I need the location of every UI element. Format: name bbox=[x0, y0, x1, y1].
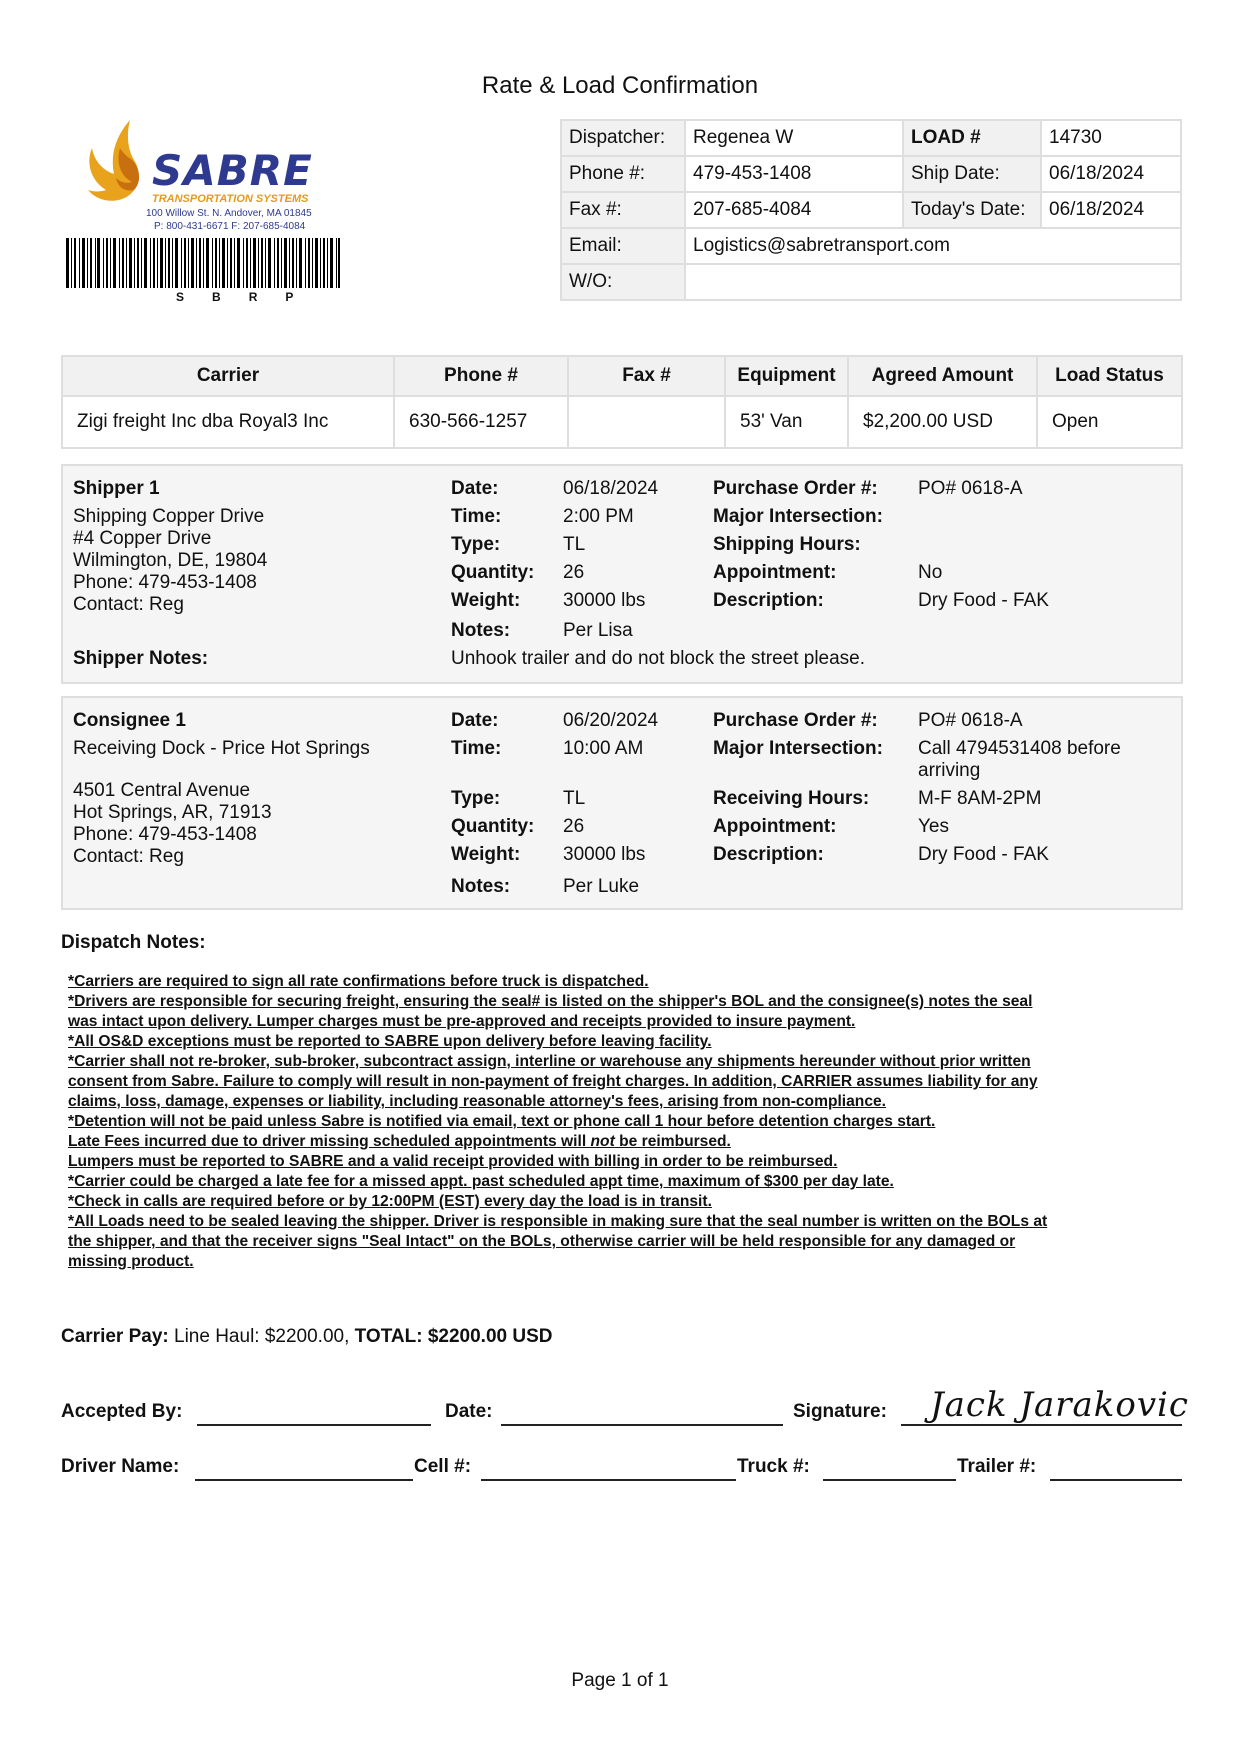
shipper-notes: Unhook trailer and do not block the street please. bbox=[451, 648, 866, 669]
header-info-table bbox=[560, 119, 1182, 301]
phoenix-logo-icon bbox=[80, 118, 150, 204]
date-label: Date: bbox=[445, 1401, 493, 1422]
dispatch-note-line: claims, loss, damage, expenses or liability, including reasonable attorney's fees, arising from non-compliance. bbox=[68, 1093, 887, 1110]
dispatch-note-line: consent from Sabre. Failure to comply will result in non-payment of freight charges. In addition, CARRIER assumes liability for any bbox=[68, 1073, 1038, 1090]
load-value: 14730 bbox=[1041, 120, 1181, 156]
shipper-weight-label: Weight: bbox=[451, 590, 521, 611]
carrier-status: Open bbox=[1037, 396, 1182, 448]
barcode-text: S B R P bbox=[176, 290, 294, 304]
shipper-contact: Contact: Reg bbox=[73, 594, 184, 615]
consignee-notes-label: Notes: bbox=[451, 876, 511, 897]
wo-label: W/O: bbox=[561, 264, 685, 300]
trailer-label: Trailer #: bbox=[957, 1456, 1037, 1477]
shipper-address1: #4 Copper Drive bbox=[73, 528, 212, 549]
consignee-type-label: Type: bbox=[451, 788, 501, 809]
load-label: LOAD # bbox=[903, 120, 1041, 156]
shipper-address2: Wilmington, DE, 19804 bbox=[73, 550, 268, 571]
consignee-desc: Dry Food - FAK bbox=[918, 844, 1049, 865]
shipper-desc-label: Description: bbox=[713, 590, 824, 611]
date-field[interactable] bbox=[501, 1424, 783, 1426]
dispatch-note-line: was intact upon delivery. Lumper charges must be pre-approved and receipts provided to insure payment. bbox=[68, 1013, 856, 1030]
table-row bbox=[62, 396, 1182, 448]
dispatch-note-line: missing product. bbox=[68, 1253, 194, 1270]
shipper-name: Shipping Copper Drive bbox=[73, 506, 265, 527]
carrier-phone: 630-566-1257 bbox=[394, 396, 568, 448]
signature-label: Signature: bbox=[793, 1401, 887, 1422]
shipper-date-label: Date: bbox=[451, 478, 499, 499]
shipper-notes-field-label: Notes: bbox=[451, 620, 511, 641]
consignee-appt: Yes bbox=[918, 816, 949, 837]
shipper-po: PO# 0618-A bbox=[918, 478, 1023, 499]
consignee-time: 10:00 AM bbox=[563, 738, 644, 759]
dispatch-notes bbox=[68, 972, 1168, 1272]
dispatch-note-line: *Check in calls are required before or by 12:00PM (EST) every day the load is in transit. bbox=[68, 1193, 712, 1210]
dispatch-note-line: *All OS&D exceptions must be reported to SABRE upon delivery before leaving facility. bbox=[68, 1033, 712, 1050]
fax-value: 207-685-4084 bbox=[685, 192, 903, 228]
carrier-equipment: 53' Van bbox=[725, 396, 848, 448]
document-title: Rate & Load Confirmation bbox=[481, 72, 759, 99]
dispatch-note-line: *Drivers are responsible for securing freight, ensuring the seal# is listed on the shipper's BOL and the consignee(s) notes the seal bbox=[68, 993, 1033, 1010]
shipper-qty-label: Quantity: bbox=[451, 562, 535, 583]
agreed-amount-header: Agreed Amount bbox=[848, 356, 1037, 396]
shipper-type-label: Type: bbox=[451, 534, 501, 555]
shipper-block bbox=[61, 464, 1183, 684]
carrier-table bbox=[61, 355, 1183, 449]
accepted-by-field[interactable] bbox=[197, 1424, 431, 1426]
shipper-po-label: Purchase Order #: bbox=[713, 478, 878, 499]
barcode-icon bbox=[66, 238, 340, 288]
fax-label: Fax #: bbox=[561, 192, 685, 228]
consignee-name: Receiving Dock - Price Hot Springs bbox=[73, 738, 370, 759]
email-label: Email: bbox=[561, 228, 685, 264]
consignee-weight: 30000 lbs bbox=[563, 844, 646, 865]
driver-name-label: Driver Name: bbox=[61, 1456, 180, 1477]
consignee-hours: M-F 8AM-2PM bbox=[918, 788, 1042, 809]
dispatch-note-line: *Carrier could be charged a late fee for a missed appt. past scheduled appt time, maximum of $300 per day late. bbox=[68, 1173, 894, 1190]
dispatch-note-line: *Carrier shall not re-broker, sub-broker, subcontract assign, interline or warehouse any shipments hereunder without prior written bbox=[68, 1053, 1031, 1070]
consignee-heading: Consignee 1 bbox=[73, 710, 186, 731]
load-status-header: Load Status bbox=[1037, 356, 1182, 396]
consignee-contact: Contact: Reg bbox=[73, 846, 184, 867]
consignee-intersection-label: Major Intersection: bbox=[713, 738, 883, 759]
consignee-appt-label: Appointment: bbox=[713, 816, 837, 837]
phone-header: Phone # bbox=[394, 356, 568, 396]
carrier-header: Carrier bbox=[62, 356, 394, 396]
dispatcher-value: Regenea W bbox=[685, 120, 903, 156]
dispatch-note-line: *Detention will not be paid unless Sabre is notified via email, text or phone call 1 hour before detention charges start. bbox=[68, 1113, 936, 1130]
driver-name-field[interactable] bbox=[195, 1479, 413, 1481]
shipper-type: TL bbox=[563, 534, 586, 555]
carrier-amount: $2,200.00 USD bbox=[848, 396, 1037, 448]
wo-value bbox=[685, 264, 1181, 300]
page-number: Page 1 of 1 bbox=[571, 1670, 669, 1691]
consignee-date: 06/20/2024 bbox=[563, 710, 659, 731]
shipper-appt-label: Appointment: bbox=[713, 562, 837, 583]
consignee-block bbox=[61, 696, 1183, 910]
shipper-intersection-label: Major Intersection: bbox=[713, 506, 883, 527]
consignee-address1: 4501 Central Avenue bbox=[73, 780, 251, 801]
consignee-weight-label: Weight: bbox=[451, 844, 521, 865]
phone-label: Phone #: bbox=[561, 156, 685, 192]
truck-label: Truck #: bbox=[737, 1456, 810, 1477]
cell-label: Cell #: bbox=[414, 1456, 472, 1477]
consignee-desc-label: Description: bbox=[713, 844, 824, 865]
signature: Jack Jarakovic bbox=[930, 1385, 1189, 1425]
cell-field[interactable] bbox=[481, 1479, 736, 1481]
shipper-time-label: Time: bbox=[451, 506, 502, 527]
accepted-by-label: Accepted By: bbox=[61, 1401, 183, 1422]
carrier-pay: Carrier Pay: Line Haul: $2200.00, TOTAL: $2200.00 USD bbox=[61, 1326, 553, 1347]
dispatch-note-line: *Carriers are required to sign all rate confirmations before truck is dispatched. bbox=[68, 973, 649, 990]
shipper-qty: 26 bbox=[563, 562, 585, 583]
email-value: Logistics@sabretransport.com bbox=[685, 228, 1181, 264]
today-date-label: Today's Date: bbox=[903, 192, 1041, 228]
consignee-qty: 26 bbox=[563, 816, 585, 837]
consignee-po-label: Purchase Order #: bbox=[713, 710, 878, 731]
consignee-hours-label: Receiving Hours: bbox=[713, 788, 870, 809]
dispatch-note-line: the shipper, and that the receiver signs "Seal Intact" on the BOLs, otherwise carrier will be held responsible for any damaged or bbox=[68, 1233, 1016, 1250]
consignee-po: PO# 0618-A bbox=[918, 710, 1023, 731]
ship-date-label: Ship Date: bbox=[903, 156, 1041, 192]
equipment-header: Equipment bbox=[725, 356, 848, 396]
shipper-weight: 30000 lbs bbox=[563, 590, 646, 611]
shipper-heading: Shipper 1 bbox=[73, 478, 160, 499]
ship-date-value: 06/18/2024 bbox=[1041, 156, 1181, 192]
phone-value: 479-453-1408 bbox=[685, 156, 903, 192]
today-date-value: 06/18/2024 bbox=[1041, 192, 1181, 228]
sabre-logo: SABRE TRANSPORTATION SYSTEMS 100 Willow St. N. Andover, MA 01845 P: 800-431-6671 F: 207-685-4084 S B R P bbox=[66, 118, 356, 308]
consignee-intersection-line1: Call 4794531408 before bbox=[918, 738, 1121, 759]
dispatch-note-line: Late Fees incurred due to driver missing scheduled appointments will not be reimbursed. bbox=[68, 1133, 731, 1150]
shipper-time: 2:00 PM bbox=[563, 506, 634, 527]
consignee-notes: Per Luke bbox=[563, 876, 640, 897]
trailer-field[interactable] bbox=[1050, 1479, 1182, 1481]
shipper-phone: Phone: 479-453-1408 bbox=[73, 572, 257, 593]
dispatch-note-line: *All Loads need to be sealed leaving the shipper. Driver is responsible in making sure that the seal number is written on the BOLs at bbox=[68, 1213, 1048, 1230]
consignee-intersection-line2: arriving bbox=[918, 760, 981, 781]
fax-header: Fax # bbox=[568, 356, 725, 396]
shipper-hours-label: Shipping Hours: bbox=[713, 534, 861, 555]
shipper-date: 06/18/2024 bbox=[563, 478, 659, 499]
dispatch-notes-title: Dispatch Notes: bbox=[61, 932, 206, 953]
shipper-appt: No bbox=[918, 562, 943, 583]
consignee-date-label: Date: bbox=[451, 710, 499, 731]
consignee-time-label: Time: bbox=[451, 738, 502, 759]
shipper-notes-field: Per Lisa bbox=[563, 620, 633, 641]
consignee-type: TL bbox=[563, 788, 586, 809]
shipper-notes-label: Shipper Notes: bbox=[73, 648, 209, 669]
consignee-qty-label: Quantity: bbox=[451, 816, 535, 837]
truck-field[interactable] bbox=[823, 1479, 956, 1481]
carrier-fax bbox=[568, 396, 725, 448]
dispatcher-label: Dispatcher: bbox=[561, 120, 685, 156]
consignee-address2: Hot Springs, AR, 71913 bbox=[73, 802, 272, 823]
shipper-desc: Dry Food - FAK bbox=[918, 590, 1049, 611]
carrier-name: Zigi freight Inc dba Royal3 Inc bbox=[62, 396, 394, 448]
consignee-phone: Phone: 479-453-1408 bbox=[73, 824, 257, 845]
dispatch-note-line: Lumpers must be reported to SABRE and a valid receipt provided with billing in order to be reimbursed. bbox=[68, 1153, 838, 1170]
